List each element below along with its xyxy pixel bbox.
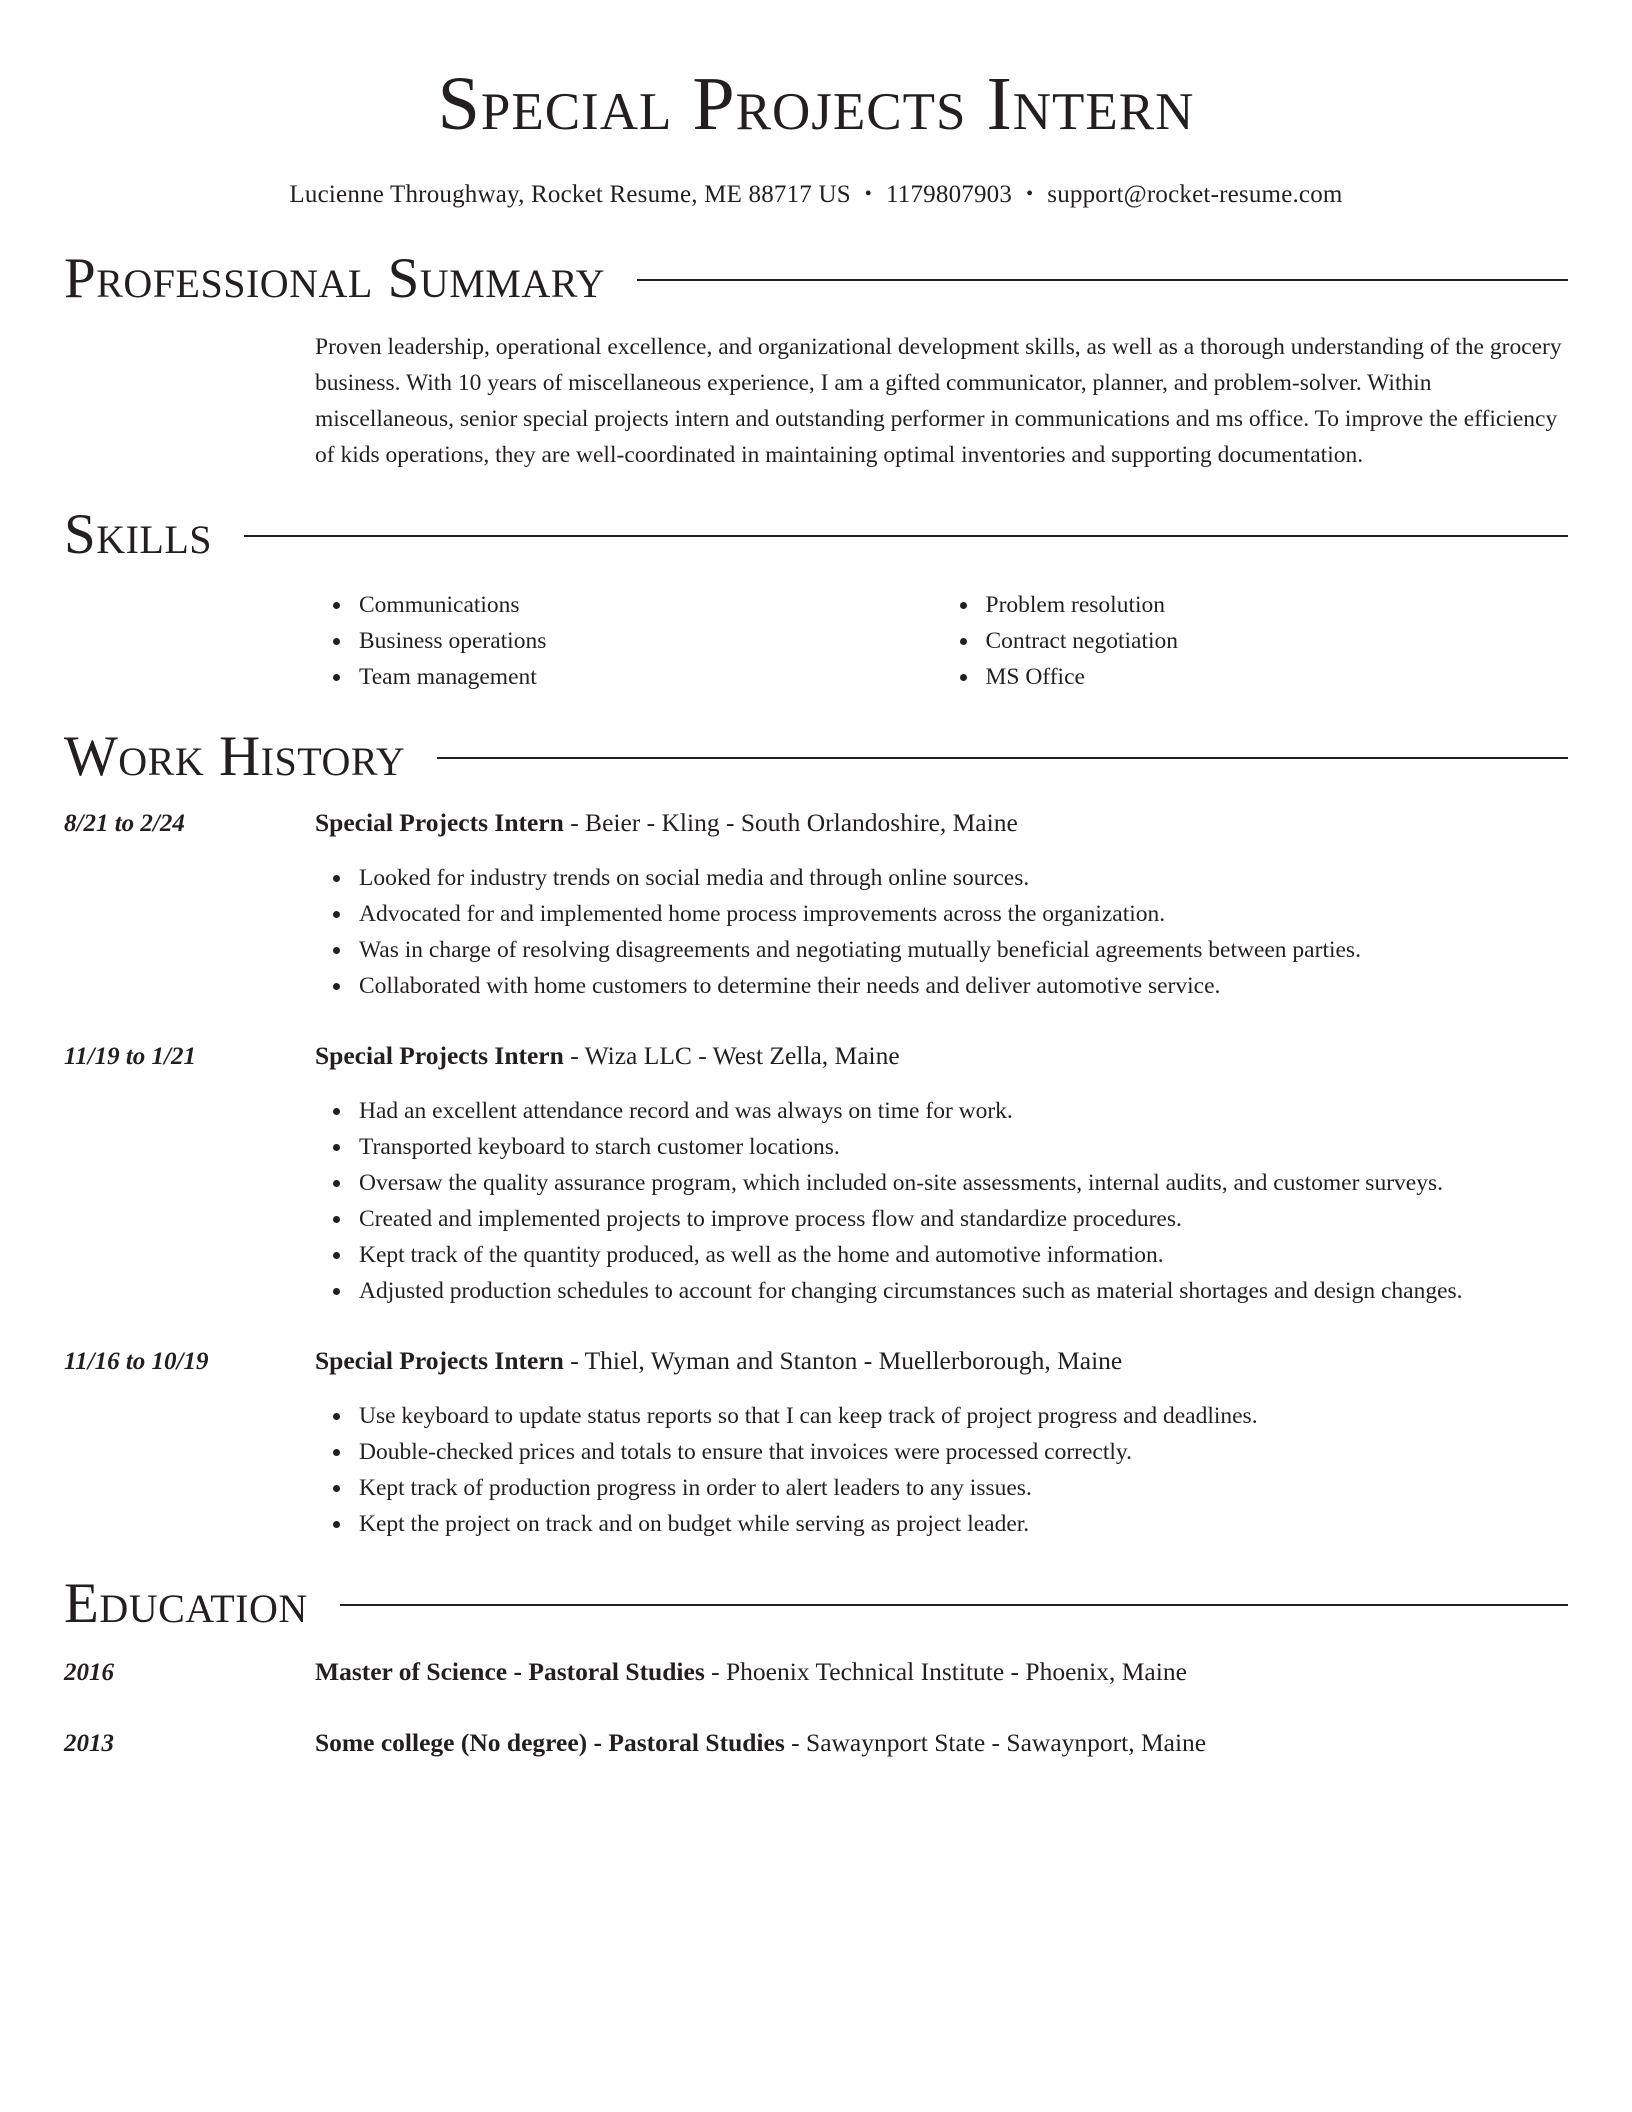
skill-item: Business operations	[359, 623, 942, 659]
summary-section-title: Professional Summary	[64, 247, 606, 310]
job-bullet: Collaborated with home customers to determine their needs and deliver automotive service.	[359, 968, 1568, 1004]
skill-item: Team management	[359, 659, 942, 695]
work-section-header	[64, 723, 1568, 791]
job-bullet: Advocated for and implemented home process improvements across the organization.	[359, 896, 1568, 932]
job-entry	[64, 805, 1568, 1004]
section-divider	[340, 1604, 1568, 1606]
job-bullet: Transported keyboard to starch customer locations.	[359, 1129, 1568, 1165]
contact-email: support@rocket-resume.com	[1047, 181, 1343, 208]
job-entry	[64, 1038, 1568, 1309]
contact-separator: •	[864, 183, 872, 205]
education-degree: Some college (No degree) - Pastoral Studies	[315, 1728, 785, 1757]
job-title: Special Projects Intern	[315, 1346, 564, 1375]
job-employer: - Beier - Kling - South Orlandoshire, Maine	[563, 808, 1018, 837]
education-section-header	[64, 1570, 1568, 1638]
job-bullet: Had an excellent attendance record and was always on time for work.	[359, 1093, 1568, 1129]
job-heading	[315, 1038, 900, 1074]
education-entry	[64, 1725, 1568, 1762]
job-dates: 8/21 to 2/24	[64, 810, 185, 837]
skill-item: Contract negotiation	[986, 623, 1569, 659]
job-bullet: Created and implemented projects to improve process flow and standardize procedures.	[359, 1201, 1568, 1237]
section-divider	[637, 279, 1568, 281]
job-heading	[315, 805, 1018, 841]
job-dates: 11/19 to 1/21	[64, 1043, 196, 1070]
job-employer: - Wiza LLC - West Zella, Maine	[563, 1041, 900, 1070]
job-header	[64, 1343, 1568, 1380]
job-header	[64, 1038, 1568, 1075]
job-employer: - Thiel, Wyman and Stanton - Muellerborough, Maine	[563, 1346, 1123, 1375]
job-dates: 11/16 to 10/19	[64, 1348, 209, 1375]
education-year: 2016	[64, 1659, 114, 1686]
education-school: - Phoenix Technical Institute - Phoenix, Maine	[704, 1657, 1187, 1686]
skills-column-left	[315, 587, 942, 695]
job-bullet: Kept track of production progress in order to alert leaders to any issues.	[359, 1470, 1568, 1506]
summary-text: Proven leadership, operational excellence, and organizational development skills, as well as a thorough understanding of the grocery business. With 10 years of miscellaneous experience, I am a gifted communicator, planner, and problem-solver. Within miscellaneous, senior special projects intern and outstanding performer in communications and ms office. To improve the efficiency of kids operations, they are well-coordinated in maintaining optimal inventories and supporting documentation.	[315, 334, 1562, 468]
education-heading	[315, 1725, 1206, 1761]
skill-item: Problem resolution	[986, 587, 1569, 623]
education-school: - Sawaynport State - Sawaynport, Maine	[784, 1728, 1207, 1757]
resume-name: Special Projects Intern	[437, 62, 1195, 146]
job-entry	[64, 1343, 1568, 1542]
contact-address: Lucienne Throughway, Rocket Resume, ME 88717 US	[289, 181, 851, 208]
education-heading	[315, 1654, 1187, 1690]
education-section-title: Education	[64, 1572, 308, 1635]
job-bullet: Was in charge of resolving disagreements and negotiating mutually beneficial agreements between parties.	[359, 932, 1568, 968]
education-year: 2013	[64, 1730, 114, 1757]
job-heading	[315, 1343, 1122, 1379]
job-bullets	[315, 860, 1568, 1004]
section-divider	[437, 757, 1568, 759]
summary-section-header	[64, 245, 1568, 313]
contact-line	[64, 178, 1568, 211]
job-title: Special Projects Intern	[315, 808, 564, 837]
contact-phone: 1179807903	[886, 181, 1013, 208]
job-header	[64, 805, 1568, 842]
job-bullet: Kept track of the quantity produced, as well as the home and automotive information.	[359, 1237, 1568, 1273]
skill-item: Communications	[359, 587, 942, 623]
job-title: Special Projects Intern	[315, 1041, 564, 1070]
job-bullet: Looked for industry trends on social media and through online sources.	[359, 860, 1568, 896]
skill-item: MS Office	[986, 659, 1569, 695]
job-bullet: Kept the project on track and on budget while serving as project leader.	[359, 1506, 1568, 1542]
job-bullet: Adjusted production schedules to account for changing circumstances such as material shortages and design changes.	[359, 1273, 1568, 1309]
job-bullets	[315, 1398, 1568, 1542]
job-bullets	[315, 1093, 1568, 1309]
contact-separator: •	[1026, 183, 1034, 205]
education-degree: Master of Science - Pastoral Studies	[315, 1657, 705, 1686]
job-bullet: Use keyboard to update status reports so that I can keep track of project progress and deadlines.	[359, 1398, 1568, 1434]
skills-section-title: Skills	[64, 503, 213, 566]
job-bullet: Double-checked prices and totals to ensure that invoices were processed correctly.	[359, 1434, 1568, 1470]
job-bullet: Oversaw the quality assurance program, which included on-site assessments, internal audits, and customer surveys.	[359, 1165, 1568, 1201]
skills-section-header	[64, 501, 1568, 569]
work-section-title: Work History	[64, 725, 406, 788]
education-entry	[64, 1654, 1568, 1691]
skills-column-right	[942, 587, 1569, 695]
skills-list	[315, 587, 1568, 695]
section-divider	[244, 535, 1568, 537]
